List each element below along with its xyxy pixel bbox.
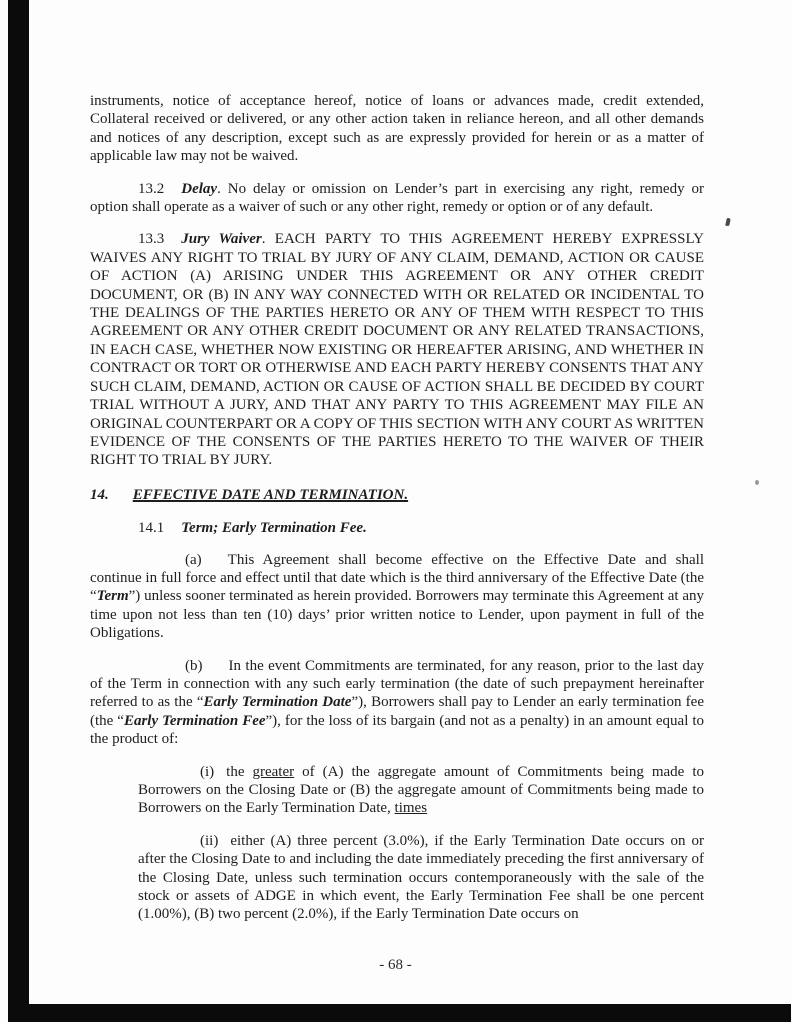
document-body: [90, 92, 704, 938]
clause-ii: (ii) either (A) three percent (3.0%), if the Early Termination Date occurs on or after the Closing Date to and including the date immediately preceding the first anniversary of the Closing Date, unless such termination occurs contemporaneously with the sale of the stock or assets of ADGE in which event, the Early Termination Fee shall be one percent (1.00%), (B) two percent (2.0%), if the Early Termination Date occurs on: [138, 832, 704, 923]
section-14-heading: 14. EFFECTIVE DATE AND TERMINATION.: [90, 486, 409, 503]
page-number: - 68 -: [379, 957, 412, 973]
section-14-1-heading: 14.1 Term; Early Termination Fee.: [138, 520, 367, 537]
clause-i: (i) the greater of (A) the aggregate amount of Commitments being made to Borrowers on the Closing Date or (B) the aggregate amount of Commitments being made to Borrowers on the Early Termination Date, times: [138, 763, 705, 817]
scan-speck: [725, 218, 731, 227]
scan-speck: [755, 480, 759, 485]
paragraph-continuation: instruments, notice of acceptance hereof, notice of loans or advances made, credit extended, Collateral received or delivered, or any other action taken in reliance hereon, and all other demands and notices of any description, except such as are expressly provided for herein or as a matter of applicable law may not be waived.: [90, 93, 704, 165]
section-13-2-delay: 13.2 Delay. No delay or omission on Lender’s part in exercising any right, remedy or option shall operate as a waiver of such or any other right, remedy or option or of any default.: [90, 180, 704, 216]
scan-edge-left: [8, 0, 29, 1007]
paragraph-14-1-b: (b) In the event Commitments are terminated, for any reason, prior to the last day of the Term in connection with any such early termination (the date of such prepayment hereinafter referred to as the “Early Termination Date”), Borrowers shall pay to Lender an early termination fee (the “Early Termination Fee”), for the loss of its bargain (and not as a penalty) in an amount equal to the product of:: [90, 657, 704, 748]
scan-edge-bottom: [8, 1004, 791, 1022]
section-13-3-jury-waiver: 13.3 Jury Waiver. EACH PARTY TO THIS AGREEMENT HEREBY EXPRESSLY WAIVES ANY RIGHT TO TRIAL BY JURY OF ANY CLAIM, DEMAND, ACTION OR CAUSE OF ACTION (A) ARISING UNDER THIS AGREEMENT OR ANY OTHER CREDIT DOCUMENT, OR (B) IN ANY WAY CONNECTED WITH OR RELATED OR INCIDENTAL TO THE DEALINGS OF THE PARTIES HERETO OR ANY OF THEM WITH RESPECT TO THIS AGREEMENT OR ANY OTHER CREDIT DOCUMENT OR ANY RELATED TRANSACTIONS, IN EACH CASE, WHETHER NOW EXISTING OR HEREAFTER ARISING, AND WHETHER IN CONTRACT OR TORT OR OTHERWISE AND EACH PARTY HEREBY CONSENTS THAT ANY SUCH CLAIM, DEMAND, ACTION OR CAUSE OF ACTION SHALL BE DECIDED BY COURT TRIAL WITHOUT A JURY, AND THAT ANY PARTY TO THIS AGREEMENT MAY FILE AN ORIGINAL COUNTERPART OR A COPY OF THIS SECTION WITH ANY COURT AS WRITTEN EVIDENCE OF THE CONSENTS OF THE PARTIES HERETO TO THE WAIVER OF THEIR RIGHT TO TRIAL BY JURY.: [90, 231, 704, 469]
paragraph-14-1-a: (a) This Agreement shall become effective on the Effective Date and shall continue in full force and effect until that date which is the third anniversary of the Effective Date (the “Term”) unless sooner terminated as herein provided. Borrowers may terminate this Agreement at any time upon not less than ten (10) days’ prior written notice to Lender, upon payment in full of the Obligations.: [90, 551, 704, 642]
